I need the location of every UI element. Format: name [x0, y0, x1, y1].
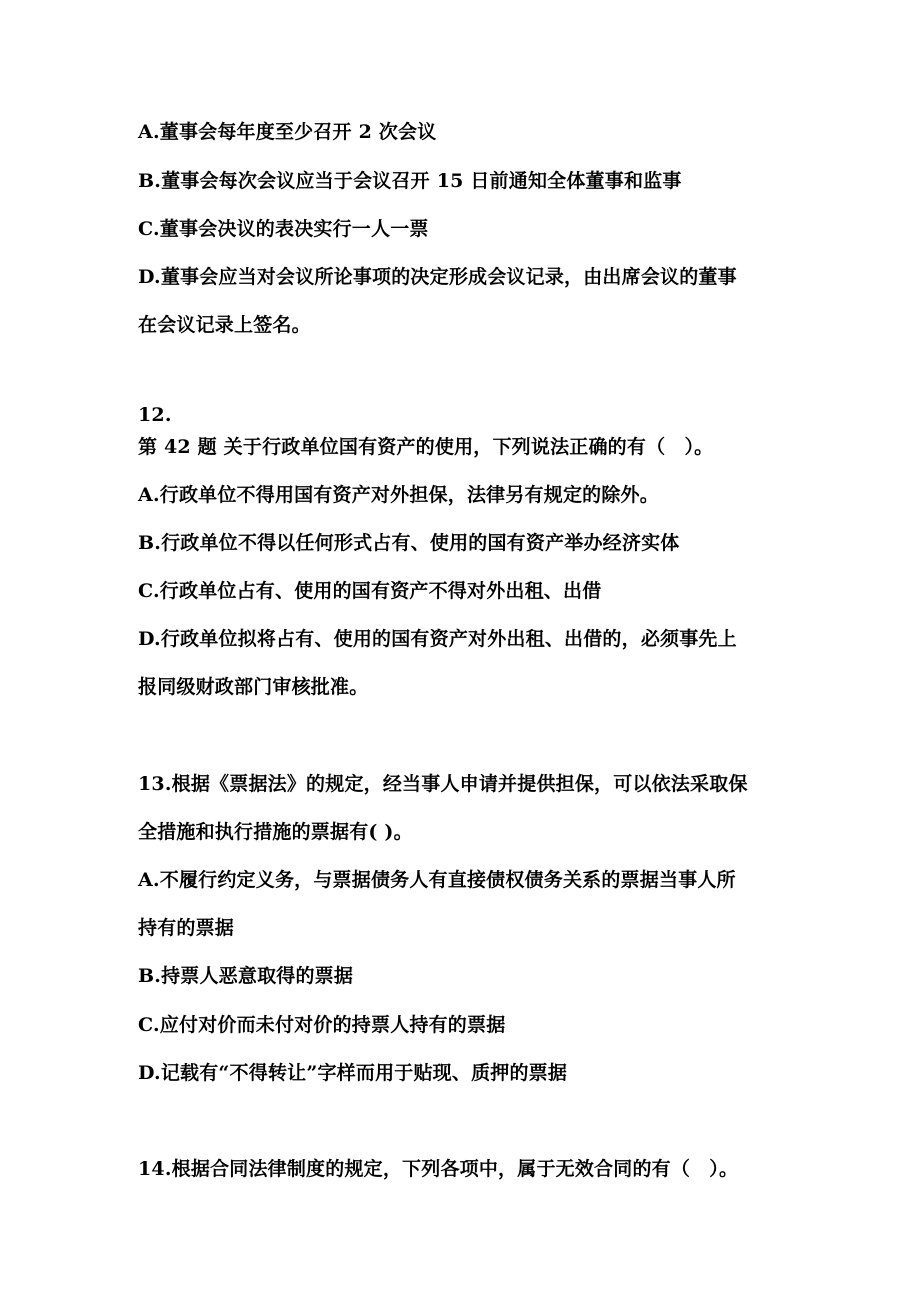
q13-stem-line1: 13.根据《票据法》的规定，经当事人申请并提供担保，可以依法采取保	[138, 773, 748, 795]
q13-option-d: D.记载有“不得转让”字样而用于贴现、质押的票据	[138, 1062, 568, 1084]
q11-option-a: A.董事会每年度至少召开 2 次会议	[138, 121, 437, 143]
q13-option-a-line2: 持有的票据	[138, 917, 235, 939]
q12-option-c: C.行政单位占有、使用的国有资产不得对外出租、出借	[138, 580, 602, 602]
q13-option-c: C.应付对价而未付对价的持票人持有的票据	[138, 1014, 506, 1036]
q11-option-c: C.董事会决议的表决实行一人一票	[138, 218, 429, 240]
q12-option-d-line2: 报同级财政部门审核批准。	[138, 676, 369, 698]
q13-option-a-line1: A.不履行约定义务，与票据债务人有直接债权债务关系的票据当事人所	[138, 869, 736, 891]
q12-stem: 第 42 题 关于行政单位国有资产的使用，下列说法正确的有（ ）。	[138, 436, 714, 458]
q12-option-d-line1: D.行政单位拟将占有、使用的国有资产对外出租、出借的，必须事先上	[138, 628, 737, 650]
q11-option-d-line2: 在会议记录上签名。	[138, 314, 311, 336]
q14-stem: 14.根据合同法律制度的规定，下列各项中，属于无效合同的有（ ）。	[138, 1158, 739, 1180]
q12-option-b: B.行政单位不得以任何形式占有、使用的国有资产举办经济实体	[138, 532, 680, 554]
q13-stem-line2: 全措施和执行措施的票据有( )。	[138, 821, 413, 843]
q11-option-d-line1: D.董事会应当对会议所论事项的决定形成会议记录，由出席会议的董事	[138, 266, 737, 288]
q12-option-a: A.行政单位不得用国有资产对外担保，法律另有规定的除外。	[138, 484, 659, 506]
q11-option-b: B.董事会每次会议应当于会议召开 15 日前通知全体董事和监事	[138, 170, 682, 192]
q12-number: 12.	[138, 404, 172, 426]
q13-option-b: B.持票人恶意取得的票据	[138, 965, 354, 987]
